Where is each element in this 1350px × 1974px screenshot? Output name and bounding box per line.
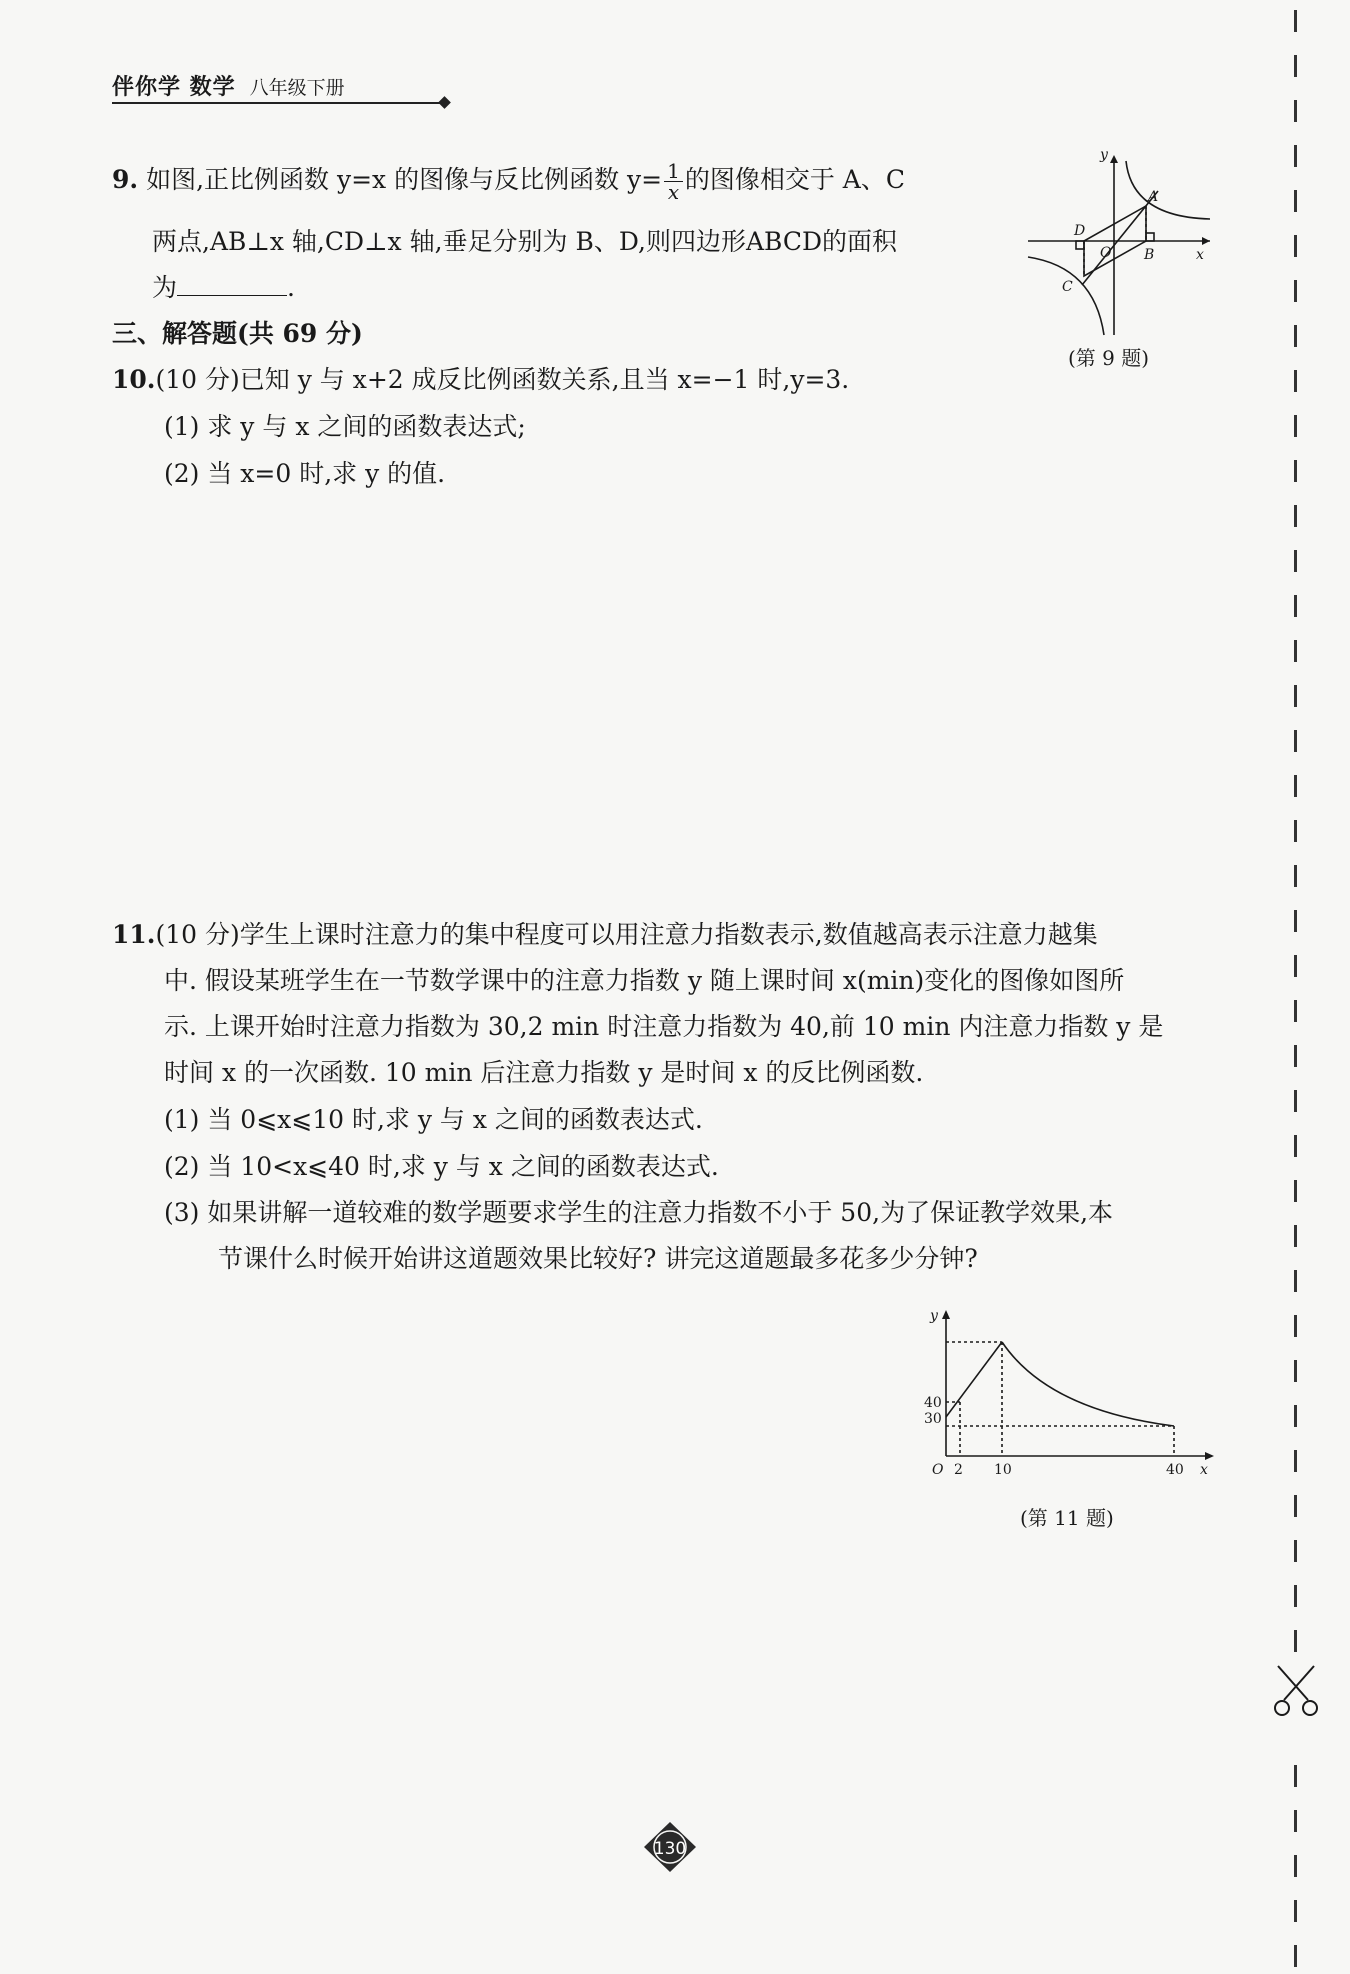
book-subtitle: 八年级下册 bbox=[249, 77, 345, 99]
q10-sub1: (1) 求 y 与 x 之间的函数表达式; bbox=[164, 412, 526, 441]
q10-line bbox=[112, 364, 849, 396]
q9-line1 bbox=[112, 161, 905, 202]
q11-sub3-line2: 节课什么时候开始讲这道题效果比较好? 讲完这道题最多花多少分钟? bbox=[218, 1244, 978, 1273]
q11-sub2: (2) 当 10<x⩽40 时,求 y 与 x 之间的函数表达式. bbox=[164, 1152, 719, 1181]
cut-line-dash bbox=[1294, 1540, 1297, 1562]
header-rule bbox=[112, 102, 444, 104]
q11-tick-x2: 2 bbox=[954, 1462, 963, 1478]
cut-line-dash bbox=[1294, 505, 1297, 527]
cut-line-dash bbox=[1294, 1855, 1297, 1877]
section-3-title: 三、解答题(共 69 分) bbox=[112, 319, 363, 348]
q11-line1: 11.(10 分)学生上课时注意力的集中程度可以用注意力指数表示,数值越高表示注意力越集 bbox=[112, 920, 1098, 949]
q11-sub3-line1: (3) 如果讲解一道较难的数学题要求学生的注意力指数不小于 50,为了保证教学效果,本 bbox=[164, 1198, 1114, 1227]
cut-line-dash bbox=[1294, 955, 1297, 977]
cut-line-dash bbox=[1294, 595, 1297, 617]
q11-label-y: y bbox=[930, 1308, 938, 1324]
cut-line-dash bbox=[1294, 1360, 1297, 1382]
cut-line-dash bbox=[1294, 1045, 1297, 1067]
cut-line-dash bbox=[1294, 685, 1297, 707]
q9-label-d: D bbox=[1074, 223, 1086, 239]
cut-line-dash bbox=[1294, 1270, 1297, 1292]
cut-line-dash bbox=[1294, 55, 1297, 77]
q9-fraction: $\frac{1}{x}$ bbox=[664, 161, 683, 202]
q9-label-a: A bbox=[1148, 189, 1159, 205]
book-brand: 伴你学 数学 bbox=[112, 75, 236, 100]
q9-label-c: C bbox=[1062, 279, 1073, 295]
cut-line-dash bbox=[1294, 550, 1297, 572]
q11-line2: 中. 假设某班学生在一节数学课中的注意力指数 y 随上课时间 x(min)变化的图像如图所 bbox=[164, 966, 1125, 995]
cut-line-dash bbox=[1294, 1315, 1297, 1337]
q9-label-y: y bbox=[1100, 147, 1108, 163]
cut-line-dash bbox=[1294, 1945, 1297, 1967]
cut-line-dash bbox=[1294, 10, 1297, 32]
q9-label-x: x bbox=[1196, 247, 1204, 263]
cut-line-dash bbox=[1294, 325, 1297, 347]
cut-line-dash bbox=[1294, 460, 1297, 482]
page-number: 130 bbox=[653, 1839, 687, 1859]
cut-line-dash bbox=[1294, 1630, 1297, 1652]
q11-linear-segment bbox=[946, 1342, 1002, 1417]
cut-line-dash bbox=[1294, 1765, 1297, 1787]
q9-number: 9. bbox=[112, 165, 139, 194]
cut-line-dash bbox=[1294, 190, 1297, 212]
q9-text-pre: 如图,正比例函数 y=x 的图像与反比例函数 y= bbox=[146, 165, 663, 194]
cut-line-dash bbox=[1294, 1810, 1297, 1832]
page-header bbox=[112, 70, 452, 110]
q9-hyperbola-branch2 bbox=[1028, 257, 1104, 335]
q11-figure-caption: (第 11 题) bbox=[1020, 1506, 1114, 1530]
q9-figure-caption: (第 9 题) bbox=[1068, 346, 1150, 370]
cut-line-dash bbox=[1294, 1000, 1297, 1022]
page-number-badge bbox=[640, 1820, 700, 1874]
q9-label-o: O bbox=[1100, 245, 1112, 261]
q11-tick-x40: 40 bbox=[1166, 1462, 1184, 1478]
cut-line-dash bbox=[1294, 1135, 1297, 1157]
q11-tick-y40: 40 bbox=[924, 1395, 942, 1411]
cut-line-dash bbox=[1294, 1180, 1297, 1202]
cut-line-dash bbox=[1294, 640, 1297, 662]
cut-line-dash bbox=[1294, 145, 1297, 167]
cut-line-dash bbox=[1294, 775, 1297, 797]
scissors-icon bbox=[1266, 1660, 1326, 1720]
q9-answer-blank bbox=[177, 273, 287, 296]
q11-tick-y30: 30 bbox=[924, 1411, 942, 1427]
cut-line-dash bbox=[1294, 415, 1297, 437]
q9-label-b: B bbox=[1144, 247, 1155, 263]
q11-sub1: (1) 当 0⩽x⩽10 时,求 y 与 x 之间的函数表达式. bbox=[164, 1105, 703, 1134]
q9-line3: 为 . bbox=[152, 273, 295, 302]
q11-label-x: x bbox=[1200, 1462, 1208, 1478]
cut-line-dash bbox=[1294, 730, 1297, 752]
cut-line-dash bbox=[1294, 910, 1297, 932]
cut-line-dash bbox=[1294, 235, 1297, 257]
q11-figure bbox=[920, 1300, 1220, 1480]
q9-line2: 两点,AB⊥x 轴,CD⊥x 轴,垂足分别为 B、D,则四边形ABCD的面积 bbox=[152, 227, 898, 256]
q11-tick-x10: 10 bbox=[994, 1462, 1012, 1478]
q10-sub2: (2) 当 x=0 时,求 y 的值. bbox=[164, 459, 446, 488]
cut-line-dash bbox=[1294, 1900, 1297, 1922]
q9-text-post: 的图像相交于 A、C bbox=[684, 165, 905, 194]
q11-line3: 示. 上课开始时注意力指数为 30,2 min 时注意力指数为 40,前 10 min 内注意力指数 y 是 bbox=[164, 1012, 1164, 1041]
cut-line-dash bbox=[1294, 1495, 1297, 1517]
header-diamond bbox=[438, 96, 451, 109]
q10-number: 10. bbox=[112, 365, 156, 394]
q11-line4: 时间 x 的一次函数. 10 min 后注意力指数 y 是时间 x 的反比例函数. bbox=[164, 1058, 924, 1087]
cut-line-dash bbox=[1294, 865, 1297, 887]
cut-line-dash bbox=[1294, 1585, 1297, 1607]
q11-inverse-curve bbox=[1002, 1342, 1174, 1426]
cut-line-dash bbox=[1294, 100, 1297, 122]
q9-figure bbox=[1020, 145, 1220, 345]
q11-number: 11. bbox=[112, 920, 156, 949]
cut-line-dash bbox=[1294, 280, 1297, 302]
q11-label-o: O bbox=[932, 1462, 944, 1478]
cut-line-dash bbox=[1294, 1450, 1297, 1472]
cut-line-dash bbox=[1294, 1405, 1297, 1427]
cut-line-dash bbox=[1294, 370, 1297, 392]
cut-line-dash bbox=[1294, 1225, 1297, 1247]
q10-text: (10 分)已知 y 与 x+2 成反比例函数关系,且当 x=−1 时,y=3. bbox=[155, 365, 850, 394]
cut-line-dash bbox=[1294, 1090, 1297, 1112]
cut-line-dash bbox=[1294, 820, 1297, 842]
